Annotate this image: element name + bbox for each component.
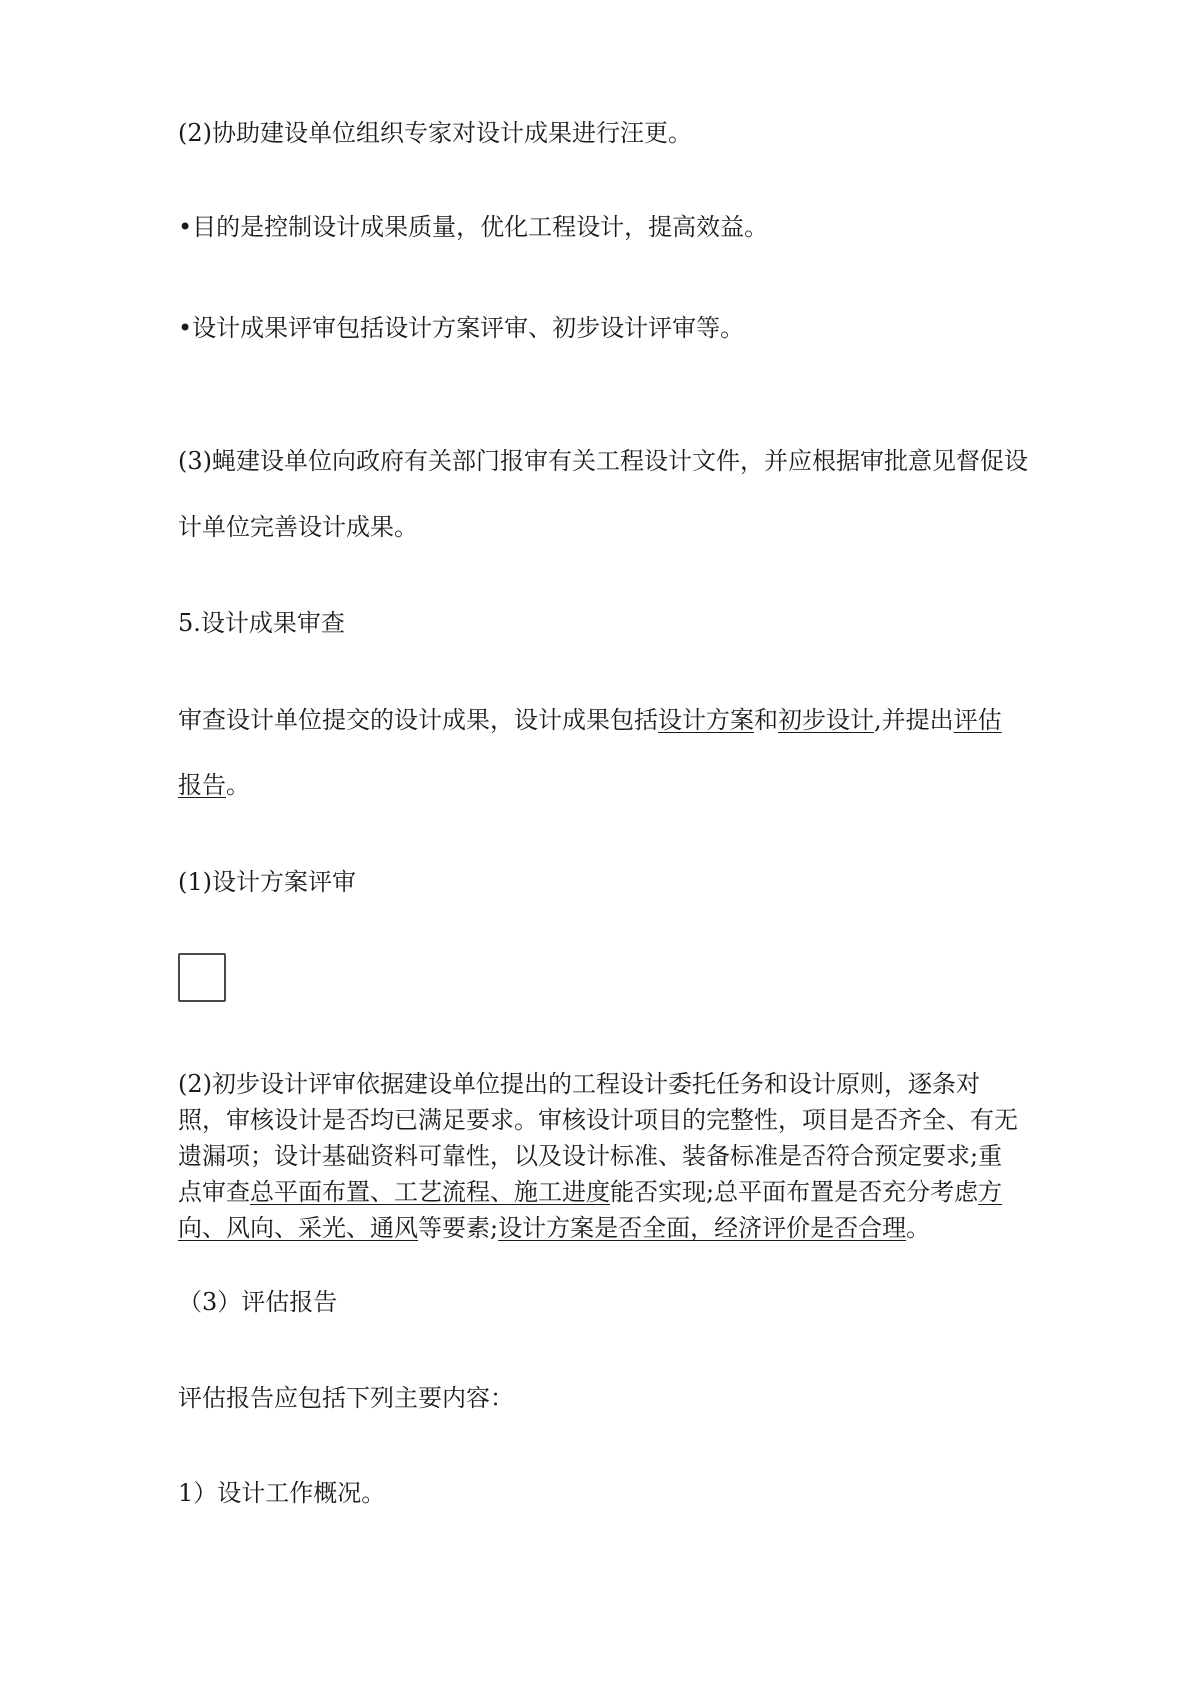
underlined-term: 报告 [178,771,226,799]
text-line: (3)蝇建设单位向政府有关部门报审有关工程设计文件，并应根据审批意见督促设 [178,447,1028,475]
paragraph-row: 照，审核设计是否均已满足要求。审核设计项目的完整性，项目是否齐全、有无 [178,1106,1018,1134]
text-line [178,770,1028,800]
sub-heading: （3）评估报告 [178,1288,338,1316]
text-segment: 。 [906,1214,931,1242]
text-segment: ,并提出 [874,706,954,734]
paragraph [178,1066,1028,1246]
underlined-term: 评估 [953,706,1002,734]
paragraph-row: (2)初步设计评审依据建设单位提出的工程设计委托任务和设计原则，逐条对 [178,1070,980,1098]
text-segment: 审查设计单位提交的设计成果，设计成果包括 [178,706,658,734]
underlined-term: 设计方案是否全面，经济评价是否合理 [498,1214,907,1242]
underlined-term: 总平面布置、工艺流程、施工进度 [250,1178,610,1206]
text-line: 评估报告应包括下列主要内容： [178,1384,514,1412]
text-line [178,705,1028,735]
underlined-term: 向、风向、采光、通风 [178,1214,418,1242]
text-line: (2)协助建设单位组织专家对设计成果进行汪更。 [178,119,692,147]
bullet-line: •设计成果评审包括设计方案评审、初步设计评审等。 [178,314,745,342]
paragraph-row: 遗漏项；设计基础资料可靠性，以及设计标准、装备标准是否符合预定要求;重 [178,1142,1003,1170]
underlined-term: 设计方案 [658,706,754,734]
checkbox[interactable] [178,953,226,1002]
bullet-line: •目的是控制设计成果质量，优化工程设计，提高效益。 [178,213,769,241]
underlined-term: 初步设计 [778,706,874,734]
paragraph-row [178,1210,1028,1246]
section-heading: 5.设计成果审查 [178,609,345,637]
underlined-term: 方 [978,1178,1003,1206]
text-line: 计单位完善设计成果。 [178,513,418,541]
list-item: 1）设计工作概况。 [178,1479,386,1507]
sub-heading: (1)设计方案评审 [178,868,356,896]
text-segment: 和 [754,706,778,734]
text-segment: 点审查 [178,1178,250,1206]
text-segment: 能否实现;总平面布置是否充分考虑 [610,1178,979,1206]
text-segment: 等要素; [418,1214,499,1242]
paragraph-row [178,1174,1028,1210]
text-segment: 。 [226,771,250,799]
